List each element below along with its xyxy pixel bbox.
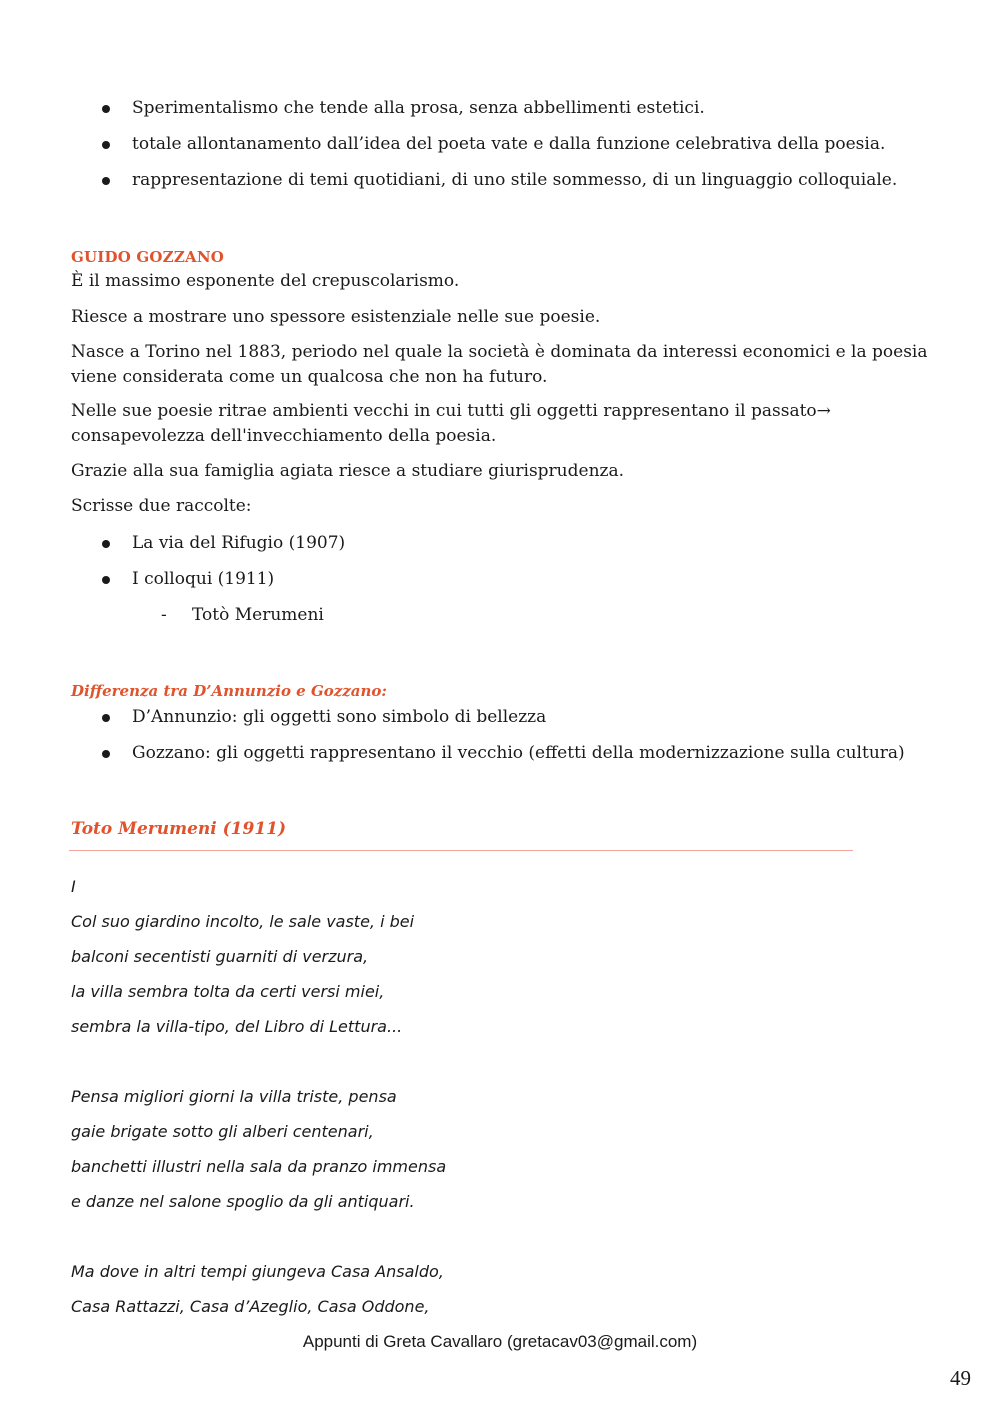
bullet-icon xyxy=(102,177,110,185)
bullet-icon xyxy=(102,576,110,584)
poem-section-number: I xyxy=(71,877,76,896)
differenza-heading: Differenza tra D’Annunzio e Gozzano: xyxy=(71,682,387,700)
poem-line: Col suo giardino incolto, le sale vaste, i bei xyxy=(71,912,415,931)
poem-line: sembra la villa-tipo, del Libro di Lettura... xyxy=(71,1017,403,1036)
gozzano-p6: Scrisse due raccolte: xyxy=(71,496,252,516)
poem-line: Casa Rattazzi, Casa d’Azeglio, Casa Oddone, xyxy=(71,1297,430,1316)
work-2: I colloqui (1911) xyxy=(132,569,275,589)
title-underline xyxy=(69,850,853,851)
intro-bullet-2: totale allontanamento dall’idea del poeta vate e dalla funzione celebrativa della poesia. xyxy=(132,134,886,154)
sub-work: Totò Merumeni xyxy=(192,605,324,625)
bullet-icon xyxy=(102,141,110,149)
intro-bullet-1: Sperimentalismo che tende alla prosa, senza abbellimenti estetici. xyxy=(132,98,705,118)
poem-line: balconi secentisti guarniti di verzura, xyxy=(71,947,369,966)
poem-line: banchetti illustri nella sala da pranzo immensa xyxy=(71,1157,447,1176)
differenza-item-1: D’Annunzio: gli oggetti sono simbolo di bellezza xyxy=(132,707,547,727)
poem-line: Pensa migliori giorni la villa triste, pensa xyxy=(71,1087,397,1106)
dash-icon: - xyxy=(161,605,167,625)
gozzano-p4-line2: consapevolezza dell'invecchiamento della poesia. xyxy=(71,426,497,446)
bullet-icon xyxy=(102,750,110,758)
poem-line: Ma dove in altri tempi giungeva Casa Ansaldo, xyxy=(71,1262,444,1281)
gozzano-heading: GUIDO GOZZANO xyxy=(71,248,224,266)
gozzano-p3-line1: Nasce a Torino nel 1883, periodo nel quale la società è dominata da interessi economici e la poesia xyxy=(71,342,928,362)
differenza-item-2: Gozzano: gli oggetti rappresentano il vecchio (effetti della modernizzazione sulla cultura) xyxy=(132,743,905,763)
poem-line: e danze nel salone spoglio da gli antiquari. xyxy=(71,1192,415,1211)
bullet-icon xyxy=(102,714,110,722)
gozzano-p2: Riesce a mostrare uno spessore esistenziale nelle sue poesie. xyxy=(71,307,601,327)
intro-bullet-3: rappresentazione di temi quotidiani, di uno stile sommesso, di un linguaggio colloquiale. xyxy=(132,170,898,190)
gozzano-p1: È il massimo esponente del crepuscolarismo. xyxy=(71,271,460,291)
bullet-icon xyxy=(102,105,110,113)
bullet-icon xyxy=(102,540,110,548)
gozzano-p4-line1: Nelle sue poesie ritrae ambienti vecchi in cui tutti gli oggetti rappresentano il passato→ xyxy=(71,401,831,421)
work-1: La via del Rifugio (1907) xyxy=(132,533,346,553)
page-footer: Appunti di Greta Cavallaro (gretacav03@gmail.com) xyxy=(302,1332,698,1351)
gozzano-p5: Grazie alla sua famiglia agiata riesce a studiare giurisprudenza. xyxy=(71,461,625,481)
page-number: 49 xyxy=(950,1366,971,1390)
poem-line: la villa sembra tolta da certi versi miei, xyxy=(71,982,385,1001)
poem-line: gaie brigate sotto gli alberi centenari, xyxy=(71,1122,374,1141)
gozzano-p3-line2: viene considerata come un qualcosa che non ha futuro. xyxy=(71,367,548,387)
poem-title: Toto Merumeni (1911) xyxy=(71,819,287,839)
